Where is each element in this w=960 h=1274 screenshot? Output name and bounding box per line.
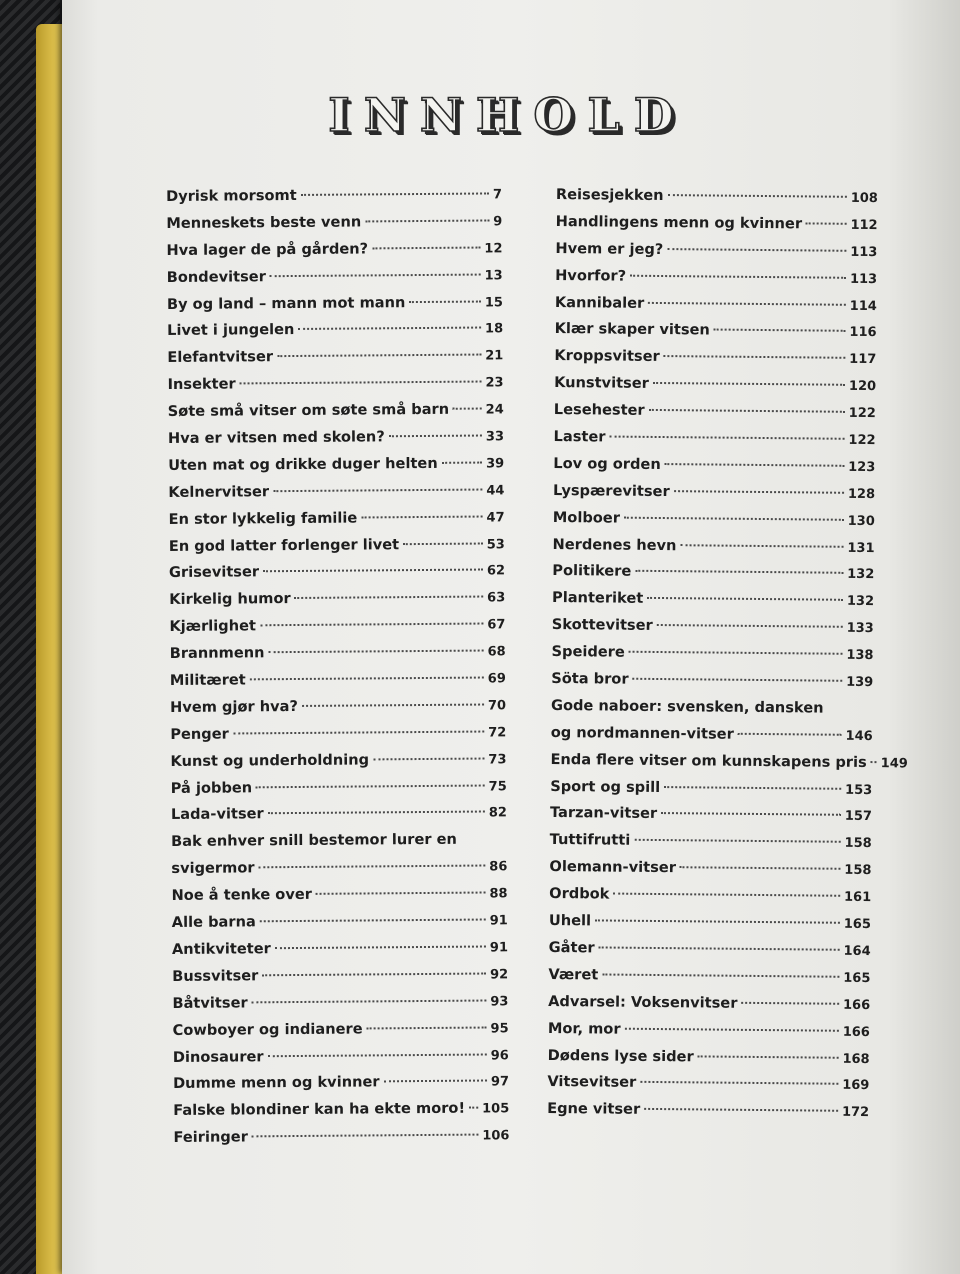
toc-entry-page: 113	[849, 271, 878, 287]
toc-entry-page: 112	[850, 217, 878, 233]
toc-entry	[167, 266, 503, 296]
toc-entry-page: 122	[848, 405, 876, 422]
toc-entry-title: Dyrisk morsomt	[166, 186, 297, 205]
toc-entry-page: 131	[847, 540, 875, 556]
toc-entry-page: 164	[843, 943, 871, 959]
toc-entry-page: 15	[484, 294, 503, 311]
toc-entry-page: 166	[842, 997, 871, 1013]
toc-entry-page: 75	[488, 778, 507, 795]
dot-leader	[233, 730, 484, 734]
dot-leader	[250, 677, 484, 681]
dot-leader	[665, 463, 844, 467]
dot-leader	[295, 596, 483, 599]
dot-leader	[674, 490, 844, 494]
dot-leader	[595, 919, 840, 923]
toc-entry	[555, 213, 877, 243]
dot-leader	[738, 733, 842, 736]
toc-entry-page: 113	[850, 244, 878, 260]
toc-entry-title: Lyspærevitser	[552, 481, 670, 500]
toc-entry-page: 91	[489, 913, 508, 929]
toc-entry	[170, 669, 506, 699]
toc-entry	[169, 589, 505, 619]
toc-entry-title: Været	[548, 965, 599, 984]
toc-entry-title: Molboer	[552, 508, 621, 527]
toc-entry-page: 53	[486, 536, 505, 553]
toc-entry	[554, 347, 876, 377]
page-title: INNHOLD	[328, 88, 688, 142]
toc-entry-page: 91	[489, 940, 509, 956]
dot-leader	[403, 542, 483, 545]
toc-entry	[548, 993, 870, 1023]
toc-entry-title: og nordmannen-vitser	[550, 723, 734, 743]
toc-entry	[547, 1073, 869, 1103]
toc-entry-page: 33	[485, 429, 505, 445]
dot-leader	[298, 327, 481, 330]
dot-leader	[275, 945, 486, 949]
dot-leader	[668, 194, 847, 198]
toc-entry	[173, 1046, 509, 1076]
dot-leader	[453, 408, 482, 410]
toc-entry-title: Advarsel: Voksenvitser	[548, 992, 738, 1012]
dot-leader	[667, 248, 846, 252]
dot-leader	[629, 651, 843, 655]
toc-entry	[171, 884, 507, 914]
dot-leader	[649, 409, 845, 413]
toc-entry	[550, 804, 872, 834]
dot-leader	[268, 1053, 487, 1057]
dot-leader	[657, 624, 843, 628]
toc-entry	[171, 777, 507, 807]
dot-leader	[640, 1081, 838, 1085]
toc-entry-page: 132	[847, 567, 875, 583]
toc-entry-title: Dødens lyse sider	[547, 1046, 694, 1065]
toc-entry-page: 7	[492, 187, 503, 203]
toc-entry-page: 146	[845, 728, 873, 744]
toc-entry-page: 21	[485, 348, 504, 364]
dot-leader	[630, 274, 846, 278]
toc-entry	[169, 616, 505, 646]
toc-entry-page: 96	[490, 1047, 509, 1063]
toc-entry-title: Penger	[170, 725, 229, 743]
toc-entry-page: 73	[488, 752, 507, 768]
toc-entry-title: Menneskets beste venn	[166, 213, 362, 232]
dot-leader	[260, 919, 486, 923]
toc-entry-title: Båtvitser	[172, 994, 248, 1012]
toc-entry-title: Bak enhver snill bestemor lurer en	[171, 831, 457, 851]
toc-entry-page: 139	[846, 674, 874, 691]
toc-entry-title: Uten mat og drikke duger helten	[168, 454, 438, 474]
toc-entry	[173, 1127, 509, 1157]
toc-entry-title: Sport og spill	[550, 777, 661, 796]
toc-entry-page: 158	[844, 836, 872, 852]
toc-entry-title: En god latter forlenger livet	[168, 535, 400, 555]
toc-entry	[166, 185, 502, 215]
toc-entry-page: 108	[850, 190, 878, 207]
toc-entry-page: 93	[490, 994, 509, 1010]
toc-entry	[552, 562, 874, 592]
toc-entry-title: Kunst og underholdning	[170, 751, 370, 770]
toc-entry	[551, 670, 873, 700]
toc-entry-page: 9	[493, 214, 503, 230]
toc-entry-title: Bondevitser	[166, 267, 266, 286]
dot-leader	[599, 946, 840, 950]
dot-leader	[806, 222, 846, 224]
toc-entry-page: 165	[843, 916, 871, 933]
toc-entry	[555, 240, 877, 270]
toc-entry	[168, 454, 504, 484]
toc-entry	[173, 1100, 509, 1130]
toc-entry	[549, 858, 871, 888]
toc-entry	[170, 642, 506, 672]
toc-entry-title: Hvem er jeg?	[555, 239, 664, 258]
toc-entry-title: Elefantvitser	[167, 348, 274, 367]
dot-leader	[653, 382, 845, 386]
toc-entry-title: Uhell	[548, 912, 592, 930]
toc-entry-title: Vitsevitser	[547, 1073, 637, 1092]
toc-entry-title: Tarzan-vitser	[549, 804, 658, 823]
toc-entry-title: Kjærlighet	[169, 617, 257, 636]
toc-entry-title: Brannmenn	[169, 644, 265, 663]
toc-entry	[169, 508, 505, 538]
dot-leader	[240, 381, 482, 385]
toc-entry-title: Enda flere vitser om kunnskapens pris	[550, 750, 867, 771]
toc-entry-title: Insekter	[167, 375, 236, 394]
toc-entry	[547, 1046, 869, 1076]
toc-entry-title: Hvem gjør hva?	[170, 697, 299, 716]
toc-entry	[548, 1020, 870, 1050]
toc-entry	[167, 374, 503, 404]
toc-entry	[552, 589, 874, 619]
toc-entry	[556, 186, 878, 216]
dot-leader	[741, 1002, 839, 1005]
toc-entry-page: 117	[849, 352, 877, 368]
toc-entry-page: 123	[848, 459, 876, 475]
toc-entry	[549, 912, 871, 942]
toc-entry-title: Lesehester	[553, 401, 645, 419]
dot-leader	[260, 623, 483, 627]
toc-entry-title: Lov og orden	[553, 454, 661, 473]
toc-entry-page: 158	[844, 863, 872, 879]
toc-entry-page: 132	[846, 594, 875, 610]
dot-leader	[624, 516, 844, 520]
toc-entry	[553, 482, 875, 512]
toc-entry-page: 97	[490, 1074, 510, 1090]
toc-entry-page: 13	[484, 268, 503, 284]
toc-entry	[551, 697, 873, 727]
dot-leader	[252, 1134, 478, 1138]
toc-entry-title: Speidere	[551, 643, 625, 661]
toc-entry	[553, 509, 875, 539]
toc-entry	[171, 858, 507, 888]
toc-entry-title: Skottevitser	[551, 616, 653, 635]
toc-entry	[167, 293, 503, 323]
toc-entry-page: 172	[841, 1105, 870, 1121]
dot-leader	[625, 1027, 839, 1031]
toc-entry	[167, 320, 503, 350]
dot-leader	[270, 273, 481, 277]
toc-entry-title: Hva lager de på gården?	[166, 240, 369, 259]
dot-leader	[409, 300, 480, 303]
toc-entry-page: 88	[489, 886, 508, 902]
toc-entry	[555, 267, 877, 297]
dot-leader	[644, 1108, 838, 1112]
toc-entry-page: 105	[482, 1101, 510, 1117]
toc-entry-page: 114	[849, 298, 877, 314]
toc-entry	[169, 535, 505, 565]
toc-entry	[550, 750, 908, 781]
toc-entry-page: 72	[488, 725, 507, 741]
toc-entry	[553, 428, 875, 458]
toc-entry	[168, 481, 504, 511]
toc-entry	[554, 401, 876, 431]
dot-leader	[361, 515, 482, 518]
toc-entry-title: Dumme menn og kvinner	[172, 1073, 380, 1093]
toc-entry	[169, 562, 505, 592]
toc-entry-page: 47	[486, 510, 505, 526]
toc-entry-title: Planteriket	[551, 589, 644, 608]
dot-leader	[373, 757, 484, 760]
toc-entry-page: 92	[490, 967, 509, 983]
toc-column-right	[547, 186, 908, 1130]
dot-leader	[268, 650, 483, 654]
toc-entry-page: 153	[845, 782, 873, 798]
dot-leader	[256, 784, 484, 788]
dot-leader	[714, 329, 846, 332]
toc-entry-title: Falske blondiner kan ha ekte moro!	[173, 1099, 466, 1120]
toc-entry-title: Nerdenes hevn	[552, 535, 677, 554]
dot-leader	[301, 192, 489, 195]
toc-entry	[168, 427, 504, 457]
toc-entry-title: Alle barna	[171, 913, 256, 932]
toc-entry-page: 24	[485, 402, 504, 418]
dot-leader	[634, 839, 840, 843]
toc-entry-page: 165	[843, 970, 871, 986]
toc-entry-page: 62	[486, 563, 506, 579]
dot-leader	[664, 786, 841, 790]
toc-entry-page: 44	[486, 483, 505, 499]
toc-entry-title: Laster	[553, 428, 606, 446]
dot-leader	[661, 813, 841, 817]
toc-entry	[171, 804, 507, 834]
toc-entry	[547, 1100, 869, 1130]
toc-entry-page: 116	[849, 325, 877, 341]
toc-entry-title: Kroppsvitser	[554, 347, 660, 366]
toc-entry	[166, 212, 502, 242]
toc-entry-page: 23	[485, 375, 504, 391]
dot-leader	[273, 488, 482, 492]
toc-entry-title: Kannibaler	[554, 293, 645, 312]
dot-leader	[252, 999, 487, 1003]
dot-leader	[680, 866, 840, 870]
toc-entry	[172, 992, 508, 1022]
toc-entry	[172, 965, 508, 995]
toc-entry-title: Reisesjekken	[555, 186, 664, 205]
toc-entry-page: 12	[484, 241, 503, 257]
toc-entry-title: Bussvitser	[172, 967, 259, 985]
dot-leader	[698, 1055, 839, 1058]
toc-entry	[167, 347, 503, 377]
dot-leader	[263, 569, 483, 573]
dot-leader	[384, 1080, 487, 1083]
dot-leader	[871, 761, 877, 763]
toc-column-left	[166, 185, 510, 1156]
toc-entry	[173, 1019, 509, 1049]
toc-entry	[549, 939, 871, 969]
toc-entry-page: 69	[487, 671, 506, 687]
toc-entry-title: Grisevitser	[168, 563, 260, 582]
toc-entry-page: 18	[484, 321, 504, 337]
toc-entry	[549, 885, 871, 915]
toc-entry-title: Kunstvitser	[554, 374, 649, 393]
toc-entry	[170, 696, 506, 726]
dot-leader	[262, 972, 486, 976]
dot-leader	[469, 1107, 478, 1109]
dot-leader	[316, 892, 486, 895]
toc-entry-page: 149	[880, 755, 908, 772]
toc-entry-title: Hvorfor?	[555, 266, 627, 285]
dot-leader	[442, 461, 482, 463]
toc-entry-title: Noe å tenke over	[171, 886, 312, 905]
toc-entry-title: Antikviteter	[171, 940, 271, 958]
toc-entry	[173, 1073, 509, 1103]
dot-leader	[259, 865, 486, 869]
toc-entry-title: Gode naboer: svensken, dansken	[550, 696, 824, 717]
toc-entry-title: Kelnervitser	[168, 482, 270, 501]
toc-entry-title: Söta bror	[551, 670, 629, 688]
toc-entry	[554, 320, 876, 350]
toc-entry-page: 70	[487, 698, 507, 714]
dot-leader	[613, 893, 840, 897]
toc-entry-page: 133	[846, 621, 874, 637]
dot-leader	[602, 973, 839, 977]
toc-entry-title: Cowboyer og indianere	[172, 1020, 363, 1039]
toc-entry	[548, 966, 870, 996]
toc-entry-title: Handlingens menn og kvinner	[555, 212, 803, 233]
dot-leader	[680, 544, 843, 548]
toc-entry-title: Klær skaper vitsen	[554, 320, 710, 339]
toc-entry-title: By og land – mann mot mann	[166, 293, 406, 313]
toc-entry-page: 67	[487, 617, 506, 633]
toc-entry	[550, 831, 872, 861]
toc-entry-page: 120	[848, 379, 877, 395]
dot-leader	[372, 246, 480, 249]
toc-entry-page: 95	[490, 1020, 509, 1037]
toc-entry-title: Politikere	[552, 562, 632, 581]
dot-leader	[268, 811, 485, 815]
toc-entry	[552, 536, 874, 566]
toc-entry-title: Tuttifrutti	[549, 831, 631, 850]
dot-leader	[302, 703, 484, 706]
toc-entry	[171, 831, 507, 861]
toc-entry	[551, 724, 873, 754]
toc-entry-title: Ordbok	[549, 885, 610, 903]
toc-entry-title: Feiringer	[173, 1128, 248, 1147]
toc-entry	[552, 616, 874, 646]
toc-entry	[555, 294, 877, 324]
toc-entry-title: svigermor	[171, 859, 255, 878]
toc-entry-title: Olemann-vitser	[549, 858, 677, 877]
toc-entry	[554, 374, 876, 404]
dot-leader	[635, 570, 843, 574]
toc-entry-title: Egne vitser	[547, 1100, 641, 1119]
dot-leader	[365, 219, 489, 222]
toc-entry-page: 63	[487, 590, 506, 606]
toc-entry-page: 128	[847, 486, 876, 502]
toc-entry-page: 168	[842, 1051, 870, 1067]
toc-entry-title: Livet i jungelen	[167, 321, 295, 340]
toc-entry-page: 157	[844, 809, 873, 825]
toc-entry-page: 82	[488, 805, 507, 821]
toc-entry-title: Militæret	[169, 671, 246, 690]
toc-entry	[551, 643, 873, 673]
toc-entry-title: På jobben	[170, 778, 253, 797]
toc-entry	[166, 239, 502, 269]
toc-entry-title: Dinosaurer	[172, 1047, 264, 1066]
toc-entry-title: Søte små vitser om søte små barn	[167, 400, 450, 421]
toc-entry	[172, 911, 508, 941]
toc-entry-page: 86	[489, 859, 508, 875]
toc-entry-page: 169	[842, 1078, 870, 1094]
dot-leader	[277, 354, 481, 358]
toc-entry-title: Mor, mor	[547, 1019, 621, 1038]
toc-entry-title: En stor lykkelig familie	[168, 509, 358, 528]
dot-leader	[633, 678, 843, 682]
toc-entry-page: 122	[848, 432, 876, 449]
toc-entry-title: Kirkelig humor	[169, 590, 291, 609]
dot-leader	[648, 301, 846, 305]
toc-entry-page: 106	[482, 1128, 510, 1144]
toc-entry	[170, 750, 506, 780]
toc-entry	[170, 723, 506, 753]
dot-leader	[367, 1026, 487, 1029]
toc-entry-title: Lada-vitser	[170, 805, 264, 824]
toc-entry	[172, 938, 508, 968]
dot-leader	[664, 355, 845, 359]
toc-entry	[168, 400, 504, 430]
dot-leader	[609, 436, 844, 440]
toc-entry-title: Hva er vitsen med skolen?	[167, 428, 385, 448]
toc-entry-page: 68	[487, 644, 506, 660]
toc-entry-title: Gåter	[548, 938, 595, 957]
toc-entry-page: 138	[846, 647, 874, 664]
toc-entry-page: 166	[842, 1024, 870, 1040]
dot-leader	[389, 435, 482, 438]
toc-entry	[550, 778, 872, 808]
toc-entry-page: 161	[843, 889, 872, 906]
toc-entry-page: 130	[847, 513, 875, 529]
dot-leader	[647, 597, 843, 601]
toc-entry-page: 39	[486, 456, 505, 472]
toc-entry	[553, 455, 875, 485]
